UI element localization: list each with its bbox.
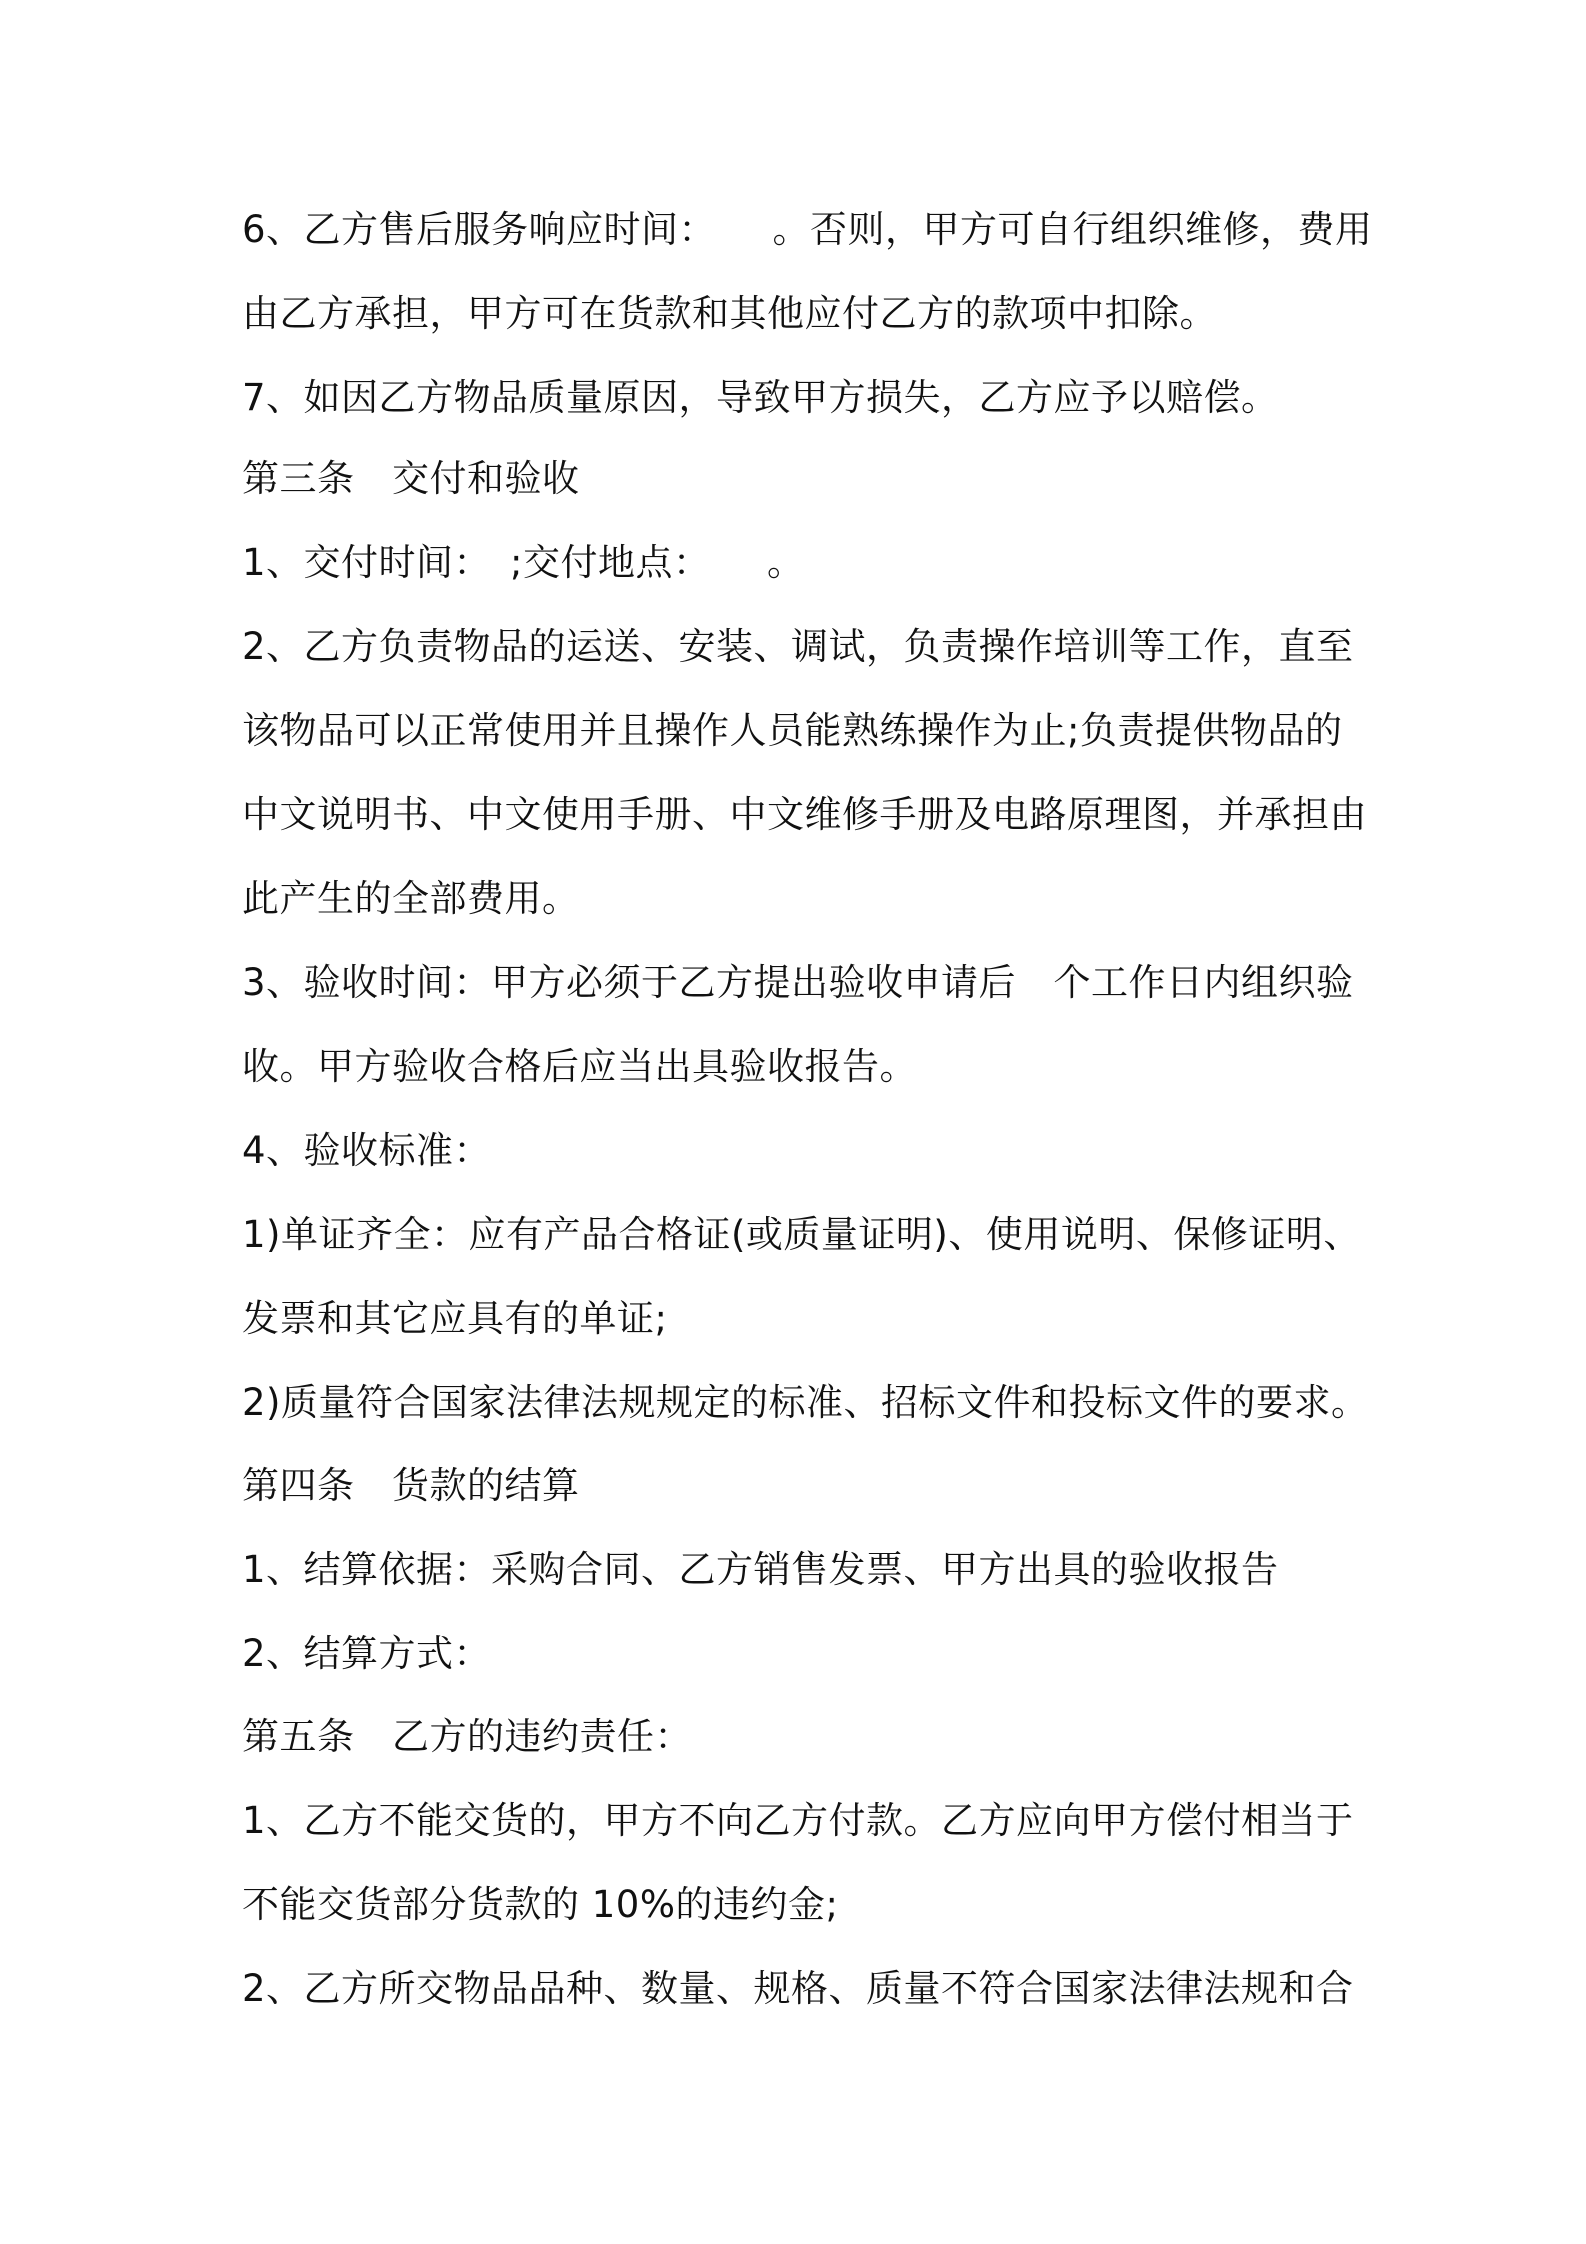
text-line: 中文说明书、中文使用手册、中文维修手册及电路原理图，并承担由 bbox=[242, 793, 1367, 836]
text-line: 不能交货部分货款的 10%的违约金; bbox=[242, 1883, 839, 1926]
text-line: 收。甲方验收合格后应当出具验收报告。 bbox=[242, 1045, 917, 1088]
text-line: 3、验收时间：甲方必须于乙方提出验收申请后 个工作日内组织验 bbox=[242, 961, 1354, 1004]
section-heading: 第五条 乙方的违约责任： bbox=[242, 1715, 692, 1758]
text-line: 2、乙方负责物品的运送、安装、调试，负责操作培训等工作，直至 bbox=[242, 625, 1354, 668]
text-line: 6、乙方售后服务响应时间： 。否则，甲方可自行组织维修，费用 bbox=[242, 208, 1373, 251]
section-heading: 第四条 货款的结算 bbox=[242, 1464, 580, 1507]
text-line: 发票和其它应具有的单证; bbox=[242, 1297, 668, 1340]
text-line: 1、结算依据：采购合同、乙方销售发票、甲方出具的验收报告 bbox=[242, 1548, 1279, 1591]
text-line: 该物品可以正常使用并且操作人员能熟练操作为止;负责提供物品的 bbox=[242, 709, 1343, 752]
text-line: 此产生的全部费用。 bbox=[242, 877, 580, 920]
text-line: 由乙方承担，甲方可在货款和其他应付乙方的款项中扣除。 bbox=[242, 292, 1217, 335]
text-line: 4、验收标准： bbox=[242, 1129, 492, 1172]
text-line: 7、如因乙方物品质量原因，导致甲方损失，乙方应予以赔偿。 bbox=[242, 376, 1279, 419]
text-line: 1、乙方不能交货的，甲方不向乙方付款。乙方应向甲方偿付相当于 bbox=[242, 1799, 1354, 1842]
section-heading: 第三条 交付和验收 bbox=[242, 457, 580, 500]
text-line: 2、结算方式： bbox=[242, 1632, 492, 1675]
text-line: 1)单证齐全：应有产品合格证(或质量证明)、使用说明、保修证明、 bbox=[242, 1213, 1361, 1256]
text-line: 2、乙方所交物品品种、数量、规格、质量不符合国家法律法规和合 bbox=[242, 1967, 1354, 2010]
text-line: 2)质量符合国家法律法规规定的标准、招标文件和投标文件的要求。 bbox=[242, 1381, 1369, 1424]
text-line: 1、交付时间： ;交付地点： 。 bbox=[242, 541, 805, 584]
